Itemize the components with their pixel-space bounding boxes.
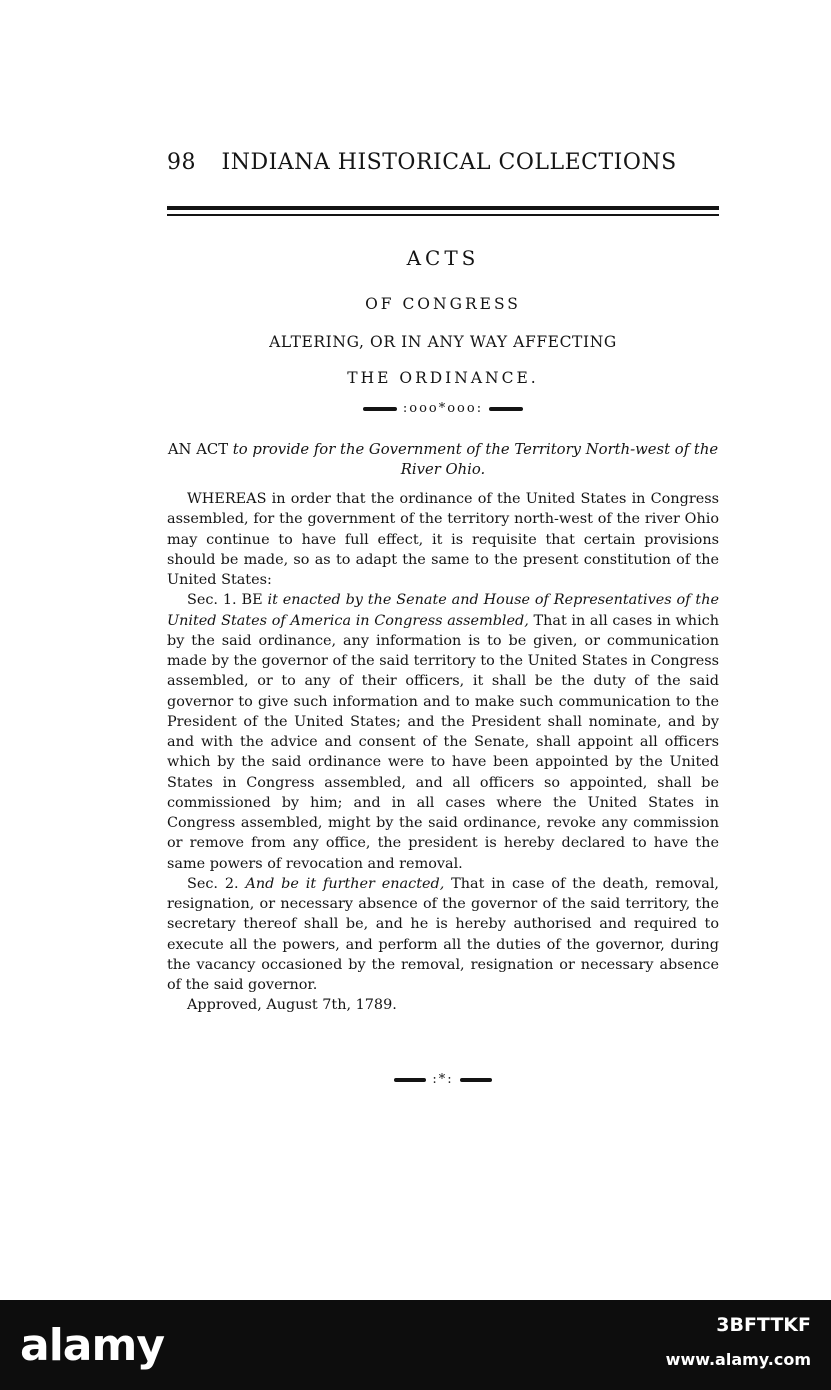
header-rule-thick — [167, 206, 719, 210]
ornament-bar-right — [460, 1078, 492, 1082]
act-title-lead: AN ACT — [167, 441, 229, 458]
image-id: 3BFTTKF — [716, 1314, 811, 1336]
running-title: INDIANA HISTORICAL COLLECTIONS — [221, 150, 677, 175]
ornament-bar-left — [363, 407, 397, 411]
heading-acts: ACTS — [406, 246, 480, 270]
header-rule-thin — [167, 214, 719, 216]
act-title — [167, 440, 719, 480]
section-1-lead: Sec. 1. BE — [187, 592, 263, 609]
running-header — [167, 150, 727, 175]
heading-altering: ALTERING, OR IN ANY WAY AFFECTING — [269, 333, 617, 351]
ornament-bar-left — [394, 1078, 426, 1082]
section-1-enacting-clause: it enacted by the Senate and House of Representatives of the United States of America in Congress assembled, — [167, 592, 719, 629]
section-2-paragraph — [167, 874, 719, 996]
whereas-paragraph: WHEREAS in order that the ordinance of the United States in Congress assembled, for the government of the territory north-west of the river Ohio may continue to have full effect, it is requisite that certain provisions should be made, so as to adapt the same to the present constitution of the United States: — [167, 491, 719, 588]
section-2-text: That in case of the death, removal, resignation, or necessary absence of the governor of the said territory, the secretary thereof shall be, and he is hereby authorised and required to execute all the powers, and perform all the duties of the governor, during the vacancy occasioned by the removal, resignation or necessary absence of the said governor. — [167, 875, 719, 993]
section-2-lead: Sec. 2. — [187, 875, 239, 892]
ornament-bar-right — [489, 407, 523, 411]
ornament-text: :ooo*ooo: — [402, 401, 484, 416]
watermark-footer — [0, 1300, 831, 1390]
act-body — [167, 489, 719, 1016]
ornament-text: :*: — [432, 1072, 454, 1087]
ornament-divider-top — [167, 401, 719, 416]
site-url: www.alamy.com — [665, 1350, 811, 1369]
approval-date: Approved, August 7th, 1789. — [187, 997, 397, 1014]
alamy-logo: alamy — [20, 1320, 164, 1371]
section-1-text: That in all cases in which by the said ordinance, any information is to be given, or communication made by the governor of the said territory to the United States in Congress assembled, or to any of their officers, it shall be the duty of the said governor to give such information and to make such communication to the President of the United States; and the President shall nominate, and by and with the advice and consent of the Senate, shall appoint all officers which by the said ordinance were to have been appointed by the United States in Congress assembled, and all officers so appointed, shall be commissioned by him; and in all cases where the United States in Congress assembled, might by the said ordinance, revoke any commission or remove from any office, the president is hereby declared to have the same powers of revocation and removal. — [167, 612, 719, 872]
heading-ordinance: THE ORDINANCE. — [347, 369, 539, 387]
section-1-paragraph — [167, 590, 719, 874]
ornament-divider-bottom — [167, 1072, 719, 1087]
page-number: 98 — [167, 150, 196, 175]
section-2-enacting-clause: And be it further enacted, — [245, 875, 445, 892]
act-title-rest: to provide for the Government of the Territory North-west of the River Ohio. — [232, 441, 719, 478]
heading-of-congress: OF CONGRESS — [365, 295, 521, 313]
